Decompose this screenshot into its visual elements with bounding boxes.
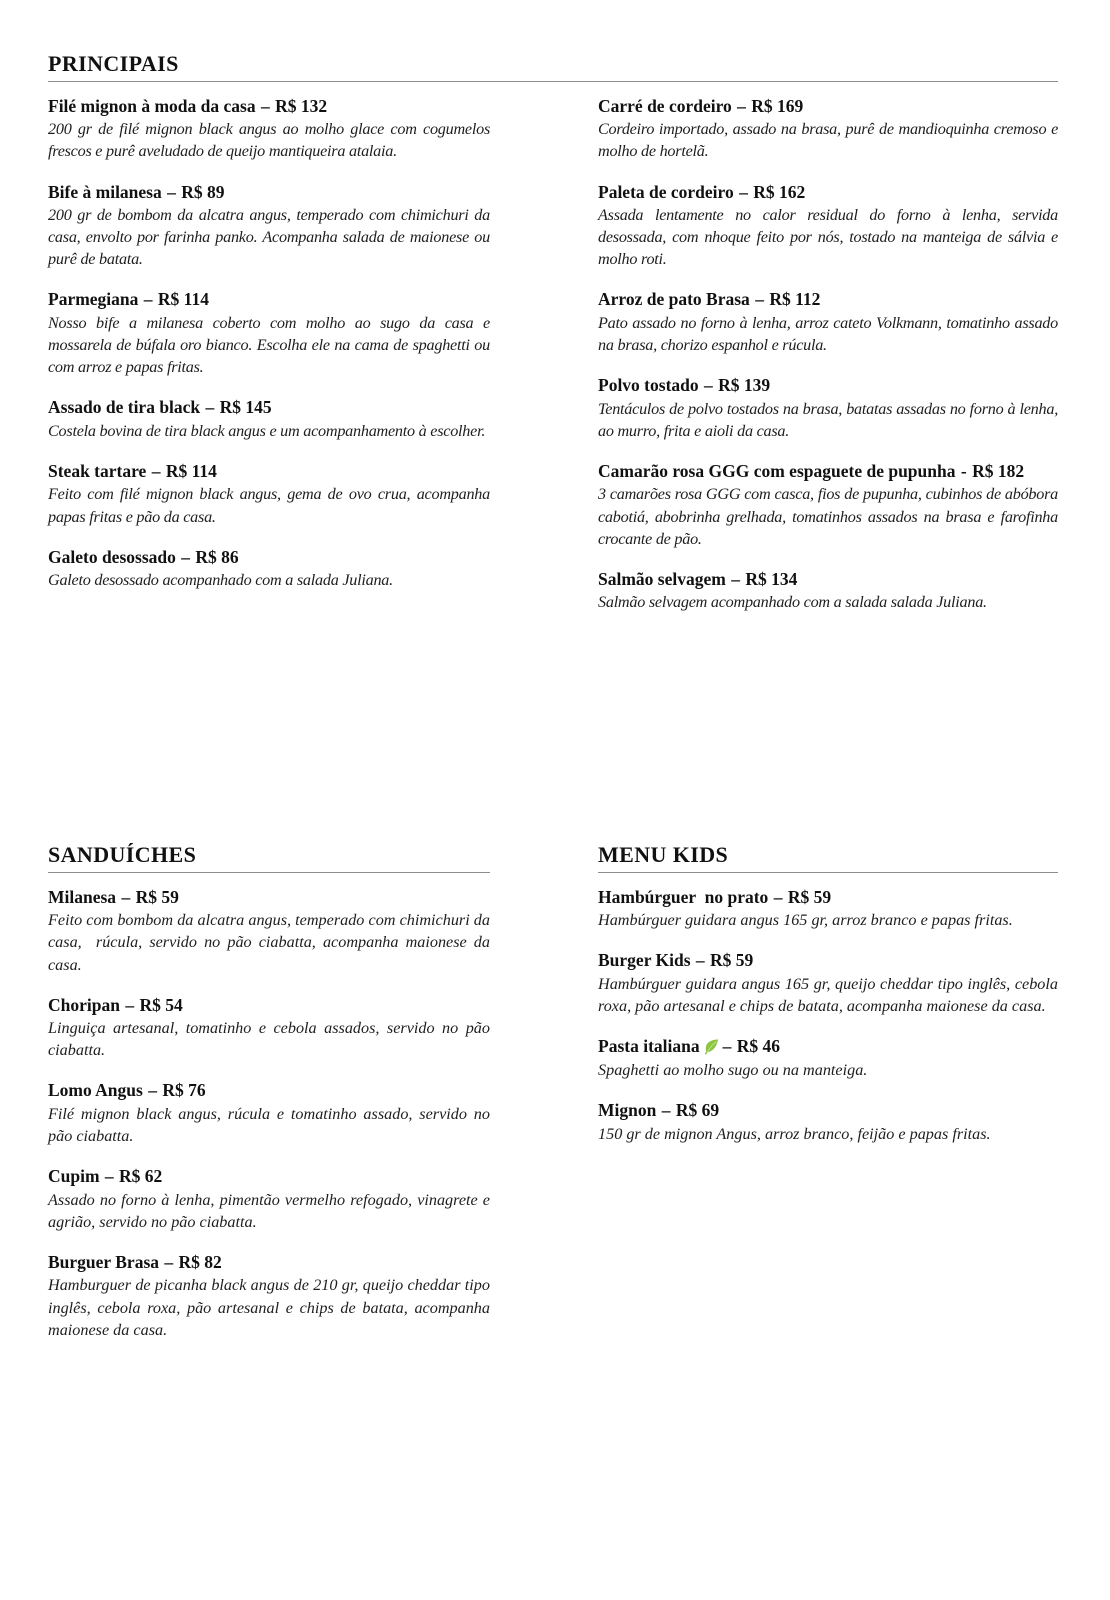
menu-item-description: Assado no forno à lenha, pimentão vermelho refogado, vinagrete e agrião, servido no pão ciabatta. (48, 1190, 495, 1231)
menu-item-description: 200 gr de bombom da alcatra angus, temperado com chimichuri da casa, envolto por farinha panko. Acompanha salada de maionese ou purê de batata. (48, 206, 494, 269)
menu-item-name: Arroz de pato Brasa (598, 289, 750, 310)
menu-item-separator: – (731, 568, 740, 589)
menu-item-name: Burger Kids (598, 950, 691, 971)
menu-item-description: Galeto desossado acompanhado com a salada Juliana. (48, 571, 393, 590)
menu-item-title (48, 995, 490, 1017)
menu-item-price: R$ 76 (162, 1080, 206, 1101)
menu-item-description: Hambúrguer guidara angus 165 gr, queijo cheddar tipo inglês, cebola roxa, pão artesanal e chips de batata, acompanha maionese da casa. (598, 975, 1063, 1016)
menu-item-title (598, 96, 1058, 118)
menu-item-description: Cordeiro importado, assado na brasa, purê de mandioquinha cremoso e molho de hortelã. (598, 120, 1062, 161)
menu-item-description: 200 gr de filé mignon black angus ao molho glace com cogumelos frescos e purê aveludado de queijo mantiqueira atalaia. (48, 120, 494, 161)
menu-item-name: Choripan (48, 994, 120, 1015)
menu-item-title (598, 950, 1058, 972)
menu-item-title (598, 375, 1058, 397)
menu-item-price: R$ 69 (675, 1099, 720, 1120)
menu-item-separator: – (125, 994, 135, 1015)
menu-item-price: R$ 182 (972, 460, 1025, 481)
menu-item-separator: – (704, 375, 713, 396)
menu-item (598, 1036, 1058, 1081)
menu-item-name: Polvo tostado (598, 375, 699, 396)
menu-item-title (48, 547, 490, 569)
menu-item (48, 460, 494, 528)
menu-item-separator: – (143, 289, 153, 310)
menu-item-name: Hambúrguer no prato (598, 886, 769, 907)
menu-item-title (48, 887, 490, 909)
section-menu-kids (598, 842, 1063, 1145)
menu-item-description: 3 camarões rosa GGG com casca, fios de pupunha, cubinhos de abóbora cabotiá, abobrinha grelhada, tomatinhos assados na brasa e farofinha crocante de pão. (598, 485, 1062, 548)
menu-item-description: Hamburguer de picanha black angus de 210 gr, queijo cheddar tipo inglês, cebola roxa, pão artesanal e chips de batata, acompanha maionese da casa. (48, 1276, 495, 1339)
menu-item-name: Paleta de cordeiro (598, 181, 734, 202)
menu-item (48, 1251, 495, 1341)
menu-item-separator: – (737, 95, 746, 116)
menu-kids-list (598, 886, 1063, 1145)
menu-item-separator: – (164, 1251, 174, 1272)
menu-item (48, 1166, 495, 1233)
menu-item-title (48, 289, 490, 311)
menu-item (48, 181, 494, 271)
menu-item-price: R$ 139 (718, 375, 771, 396)
menu-item-price: R$ 134 (745, 568, 798, 589)
menu-item (598, 950, 1063, 1017)
menu-item-name: Carré de cordeiro (598, 95, 732, 116)
menu-item-description: Assada lentamente no calor residual do forno à lenha, servida desossada, com nhoque feito por nós, tostado na manteiga de sálvia e molho roti. (598, 206, 1062, 269)
section-divider-principais (48, 81, 1058, 82)
menu-item-separator: – (755, 289, 764, 310)
menu-item-name: Bife à milanesa (48, 181, 162, 202)
principais-left-column (48, 95, 494, 592)
menu-item-separator: – (167, 181, 176, 202)
menu-item-separator: – (260, 95, 270, 116)
menu-item-price: R$ 86 (195, 546, 239, 567)
menu-item-price: R$ 89 (181, 181, 225, 202)
menu-item-price: R$ 54 (139, 994, 183, 1015)
menu-item (48, 95, 494, 163)
menu-item (598, 1100, 1058, 1145)
menu-item-price: R$ 132 (275, 95, 328, 116)
menu-item (598, 95, 1062, 163)
vegetarian-leaf-icon (702, 1037, 721, 1056)
sanduiches-list (48, 886, 495, 1341)
menu-item-separator: – (121, 886, 131, 907)
menu-item (598, 375, 1062, 442)
menu-item-price: R$ 112 (769, 289, 821, 310)
section-divider-sanduiches (48, 872, 490, 873)
section-heading-principais: PRINCIPAIS (48, 51, 179, 76)
menu-item (598, 569, 1058, 614)
menu-item-description: 150 gr de mignon Angus, arroz branco, feijão e papas fritas. (598, 1124, 991, 1143)
menu-item-price: R$ 169 (751, 95, 804, 116)
menu-item-name: Mignon (598, 1099, 657, 1120)
menu-item (598, 460, 1062, 550)
menu-item-title (598, 182, 1058, 204)
menu-item (598, 181, 1062, 271)
section-heading-menu-kids: MENU KIDS (598, 842, 729, 867)
menu-item-separator: – (661, 1099, 671, 1120)
menu-item-name: Galeto desossado (48, 546, 176, 567)
menu-item-separator: – (148, 1080, 157, 1101)
menu-item-price: R$ 114 (157, 289, 209, 310)
menu-item-description: Filé mignon black angus, rúcula e tomatinho assado, servido no pão ciabatta. (48, 1104, 495, 1145)
menu-item-title (598, 1100, 1058, 1122)
menu-item-title (598, 289, 1058, 311)
menu-item (48, 1080, 495, 1147)
menu-item-price: R$ 82 (178, 1251, 222, 1272)
section-divider-menu-kids (598, 872, 1058, 873)
menu-item-title (48, 397, 490, 419)
menu-item (48, 547, 490, 592)
menu-item-name: Steak tartare (48, 460, 147, 481)
menu-item-separator: – (205, 397, 215, 418)
menu-item-name: Camarão rosa GGG com espaguete de pupunha (598, 460, 956, 481)
menu-item (598, 289, 1062, 356)
menu-item-name: Lomo Angus (48, 1080, 143, 1101)
menu-item-separator: – (104, 1166, 114, 1187)
menu-item-description: Costela bovina de tira black angus e um acompanhamento à escolher. (48, 421, 486, 440)
menu-item-description: Spaghetti ao molho sugo ou na manteiga. (598, 1060, 868, 1079)
menu-item-description: Hambúrguer guidara angus 165 gr, arroz branco e papas fritas. (598, 911, 1013, 930)
menu-item-title (48, 96, 490, 118)
menu-item-separator: - (960, 460, 967, 481)
menu-item-price: R$ 59 (710, 950, 754, 971)
menu-item-name: Milanesa (48, 886, 117, 907)
menu-item-title (598, 887, 1058, 909)
menu-item (48, 289, 494, 378)
menu-item (48, 397, 490, 442)
menu-item-price: R$ 114 (165, 460, 217, 481)
menu-item-separator: – (773, 886, 783, 907)
menu-item-price: R$ 46 (736, 1036, 780, 1057)
principais-columns (48, 95, 1062, 614)
menu-item-name: Salmão selvagem (598, 568, 726, 589)
menu-item-separator: – (695, 950, 705, 971)
menu-item-separator: – (739, 181, 748, 202)
menu-item-title (48, 1252, 490, 1274)
menu-item-name: Parmegiana (48, 289, 139, 310)
menu-item-description: Linguiça artesanal, tomatinho e cebola assados, servido no pão ciabatta. (48, 1019, 495, 1060)
menu-item-title (48, 1080, 490, 1102)
menu-item-description: Feito com filé mignon black angus, gema de ovo crua, acompanha papas fritas e pão da casa. (48, 485, 494, 526)
section-heading-sanduiches: SANDUÍCHES (48, 842, 197, 867)
menu-item-name: Cupim (48, 1166, 100, 1187)
menu-item-price: R$ 162 (753, 181, 806, 202)
menu-item-title (48, 461, 490, 483)
menu-item-title (48, 182, 490, 204)
menu-item-name: Assado de tira black (48, 397, 201, 418)
section-sanduiches (48, 842, 495, 1341)
menu-item-description: Tentáculos de polvo tostados na brasa, batatas assadas no forno à lenha, ao murro, frita e aioli da casa. (598, 399, 1062, 440)
menu-item-description: Nosso bife a milanesa coberto com molho ao sugo da casa e mossarela de búfala oro bianco. Escolha ele na cama de spaghetti ou com arroz e papas fritas. (48, 313, 494, 377)
menu-item-title (598, 1036, 1058, 1058)
menu-item-name: Filé mignon à moda da casa (48, 95, 256, 116)
menu-item-title (598, 569, 1058, 591)
menu-item-price: R$ 59 (135, 886, 179, 907)
menu-item-name: Burguer Brasa (48, 1251, 159, 1272)
menu-item-price: R$ 145 (219, 397, 272, 418)
principais-right-column (598, 95, 1062, 614)
menu-item-description: Salmão selvagem acompanhado com a salada salada Juliana. (598, 593, 987, 612)
menu-item-description: Pato assado no forno à lenha, arroz cateto Volkmann, tomatinho assado na brasa, chorizo espanhol e rúcula. (598, 313, 1062, 354)
menu-item-description: Feito com bombom da alcatra angus, temperado com chimichuri da casa, rúcula, servido no pão ciabatta, acompanha maionese da casa. (48, 911, 495, 974)
menu-item-separator: – (181, 546, 190, 567)
menu-item-separator: – (151, 460, 161, 481)
menu-item-title (48, 1166, 490, 1188)
menu-item (48, 994, 495, 1062)
menu-item-price: R$ 62 (119, 1166, 163, 1187)
section-principais (48, 51, 1062, 613)
menu-item-price: R$ 59 (787, 886, 832, 907)
menu-item (48, 886, 495, 976)
menu-item-title (598, 461, 1058, 483)
menu-item-separator: – (722, 1036, 732, 1057)
menu-item (598, 887, 1058, 932)
menu-item-name: Pasta italiana (598, 1036, 700, 1057)
